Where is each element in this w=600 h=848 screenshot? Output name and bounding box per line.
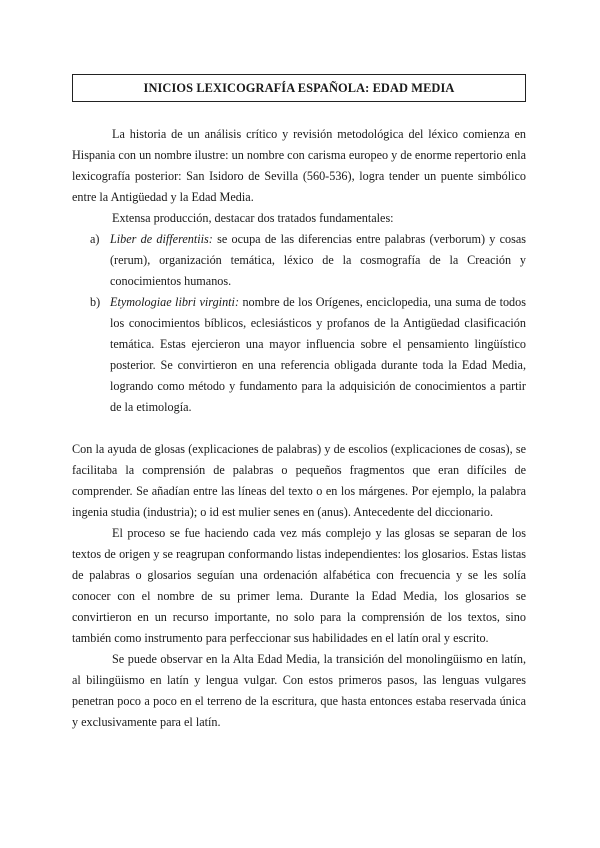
page-title: INICIOS LEXICOGRAFÍA ESPAÑOLA: EDAD MEDIA bbox=[72, 74, 526, 102]
list-item-title: Etymologiae libri virginti: bbox=[110, 295, 239, 309]
list-item bbox=[72, 292, 526, 418]
treatise-list bbox=[72, 229, 526, 418]
list-marker: b) bbox=[90, 295, 101, 309]
intro-paragraph-2: Extensa producción, destacar dos tratados fundamentales: bbox=[112, 211, 394, 225]
list-marker: a) bbox=[90, 232, 100, 246]
body-paragraph-2: El proceso se fue haciendo cada vez más complejo y las glosas se separan de los textos de origen y se reagrupan conformando listas independientes: los glosarios. Estas listas de palabras o glosarios seguían una ordenación alfabética con frecuencia y se les solía conocer con el nombre de su primer lema. Durante la Edad Media, los glosarios se convirtieron en un recurso importante, no solo para la comprensión de los textos, sino también como instrumento para perfeccionar sus habilidades en el latín oral y escrito. bbox=[72, 526, 526, 645]
body-paragraph-3: Se puede observar en la Alta Edad Media, la transición del monolingüismo en latín, al bilingüismo en latín y lengua vulgar. Con estos primeros pasos, las lenguas vulgares penetran poco a poco en el terreno de la escritura, que hasta entonces estaba reservada única y exclusivamente para el latín. bbox=[72, 652, 526, 729]
intro-section bbox=[72, 124, 526, 418]
list-item-text: nombre de los Orígenes, enciclopedia, una suma de todos los conocimientos bíblicos, eclesiásticos y profanos de la Antigüedad clasificación temática. Estas ejercieron una mayor influencia sobre el pensamiento lingüístico posterior. Se convirtieron en una referencia obligada durante toda la Edad Media, logrando como método y fundamento para la adquisición de conocimientos a partir de la etimología. bbox=[110, 295, 526, 414]
list-item-title: Liber de differentiis: bbox=[110, 232, 213, 246]
list-item bbox=[72, 229, 526, 292]
body-paragraph-1: Con la ayuda de glosas (explicaciones de palabras) y de escolios (explicaciones de cosas), se facilitaba la comprensión de palabras o pequeños fragmentos que eran difíciles de comprender. Se añadían entre las líneas del texto o en los márgenes. Por ejemplo, la palabra ingenia studia (industria); o id est mulier senes en (anus). Antecedente del diccionario. bbox=[72, 442, 526, 519]
body-section bbox=[72, 439, 526, 733]
section-gap bbox=[72, 418, 526, 439]
list-item-text: se ocupa de las diferencias entre palabras (verborum) y cosas (rerum), organización temática, léxico de la cosmografía de la Creación y conocimientos humanos. bbox=[110, 232, 527, 288]
document-page bbox=[72, 74, 526, 733]
intro-paragraph-1: La historia de un análisis crítico y revisión metodológica del léxico comienza en Hispania con un nombre ilustre: un nombre con carisma europeo y de enorme repertorio enla lexicografía posterior: San Isidoro de Sevilla (560-536), logra tender un puente simbólico entre la Antigüedad y la Edad Media. bbox=[72, 127, 526, 204]
